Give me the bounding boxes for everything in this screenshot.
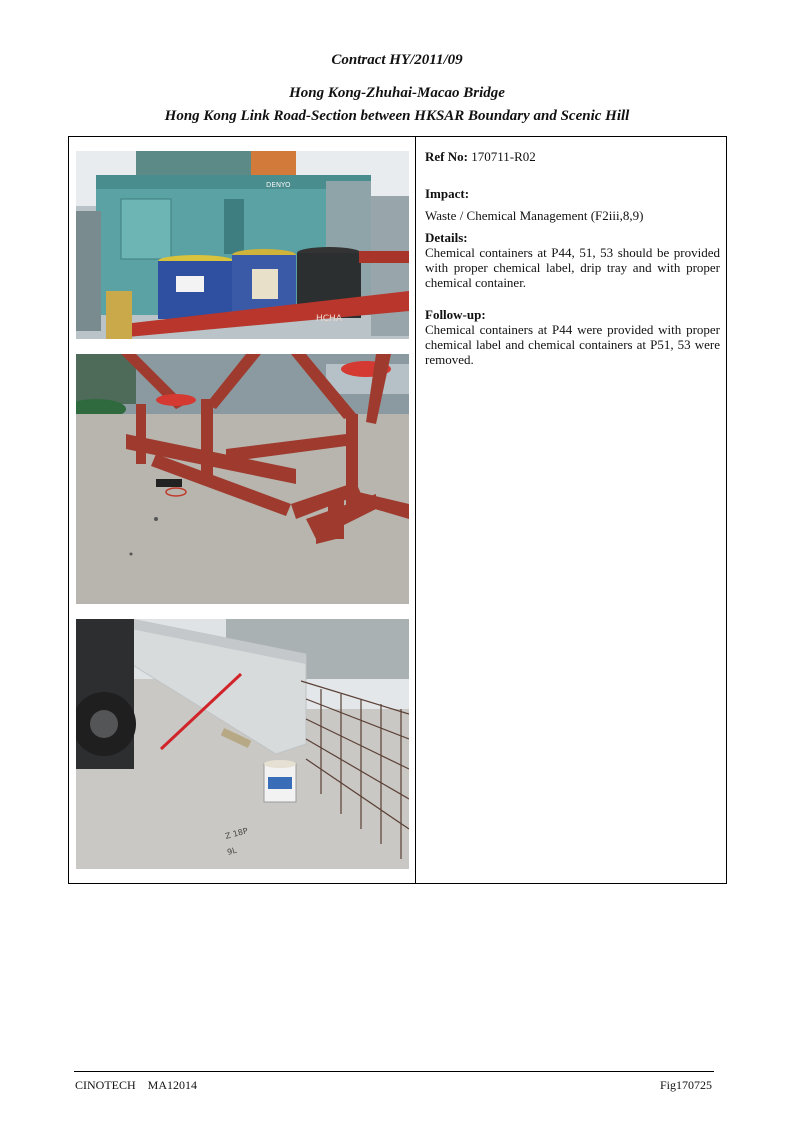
ref-label: Ref No: (425, 149, 468, 164)
frame-mark-text: HCHA (316, 314, 342, 324)
followup-label: Follow-up: (425, 307, 486, 322)
details-text: Chemical containers at P44, 51, 53 should be provided with proper chemical label, drip tray and with proper chemical container. (425, 245, 720, 290)
impact-text: Waste / Chemical Management (F2iii,8,9) (425, 208, 644, 223)
project-title: Hong Kong-Zhuhai-Macao Bridge (289, 85, 505, 101)
record-details (425, 147, 720, 367)
section-title: Hong Kong Link Road-Section between HKSAR Boundary and Scenic Hill (164, 108, 630, 124)
site-photo-barrier (76, 619, 409, 869)
column-divider (415, 137, 416, 883)
impact-label: Impact: (425, 186, 470, 201)
footer-figure: Fig170725 (660, 1078, 713, 1092)
site-photo-frame (76, 354, 409, 604)
followup-text: Chemical containers at P44 were provided with proper chemical label and chemical containers at P51, 53 were removed. (425, 322, 720, 367)
contract-title: Contract HY/2011/09 (331, 52, 463, 68)
ref-line (425, 149, 720, 164)
footer-company: CINOTECH MA12014 (75, 1078, 197, 1092)
deck-mark-2: 9L (226, 845, 238, 857)
generator-sign-text: DENYO (266, 181, 291, 189)
deck-mark-1: Z 18P (224, 826, 249, 841)
record-table (68, 136, 727, 884)
details-label: Details: (425, 230, 468, 245)
ref-value: 170711-R02 (471, 149, 536, 164)
footer-rule (74, 1071, 714, 1072)
site-photo-drums (76, 151, 409, 339)
